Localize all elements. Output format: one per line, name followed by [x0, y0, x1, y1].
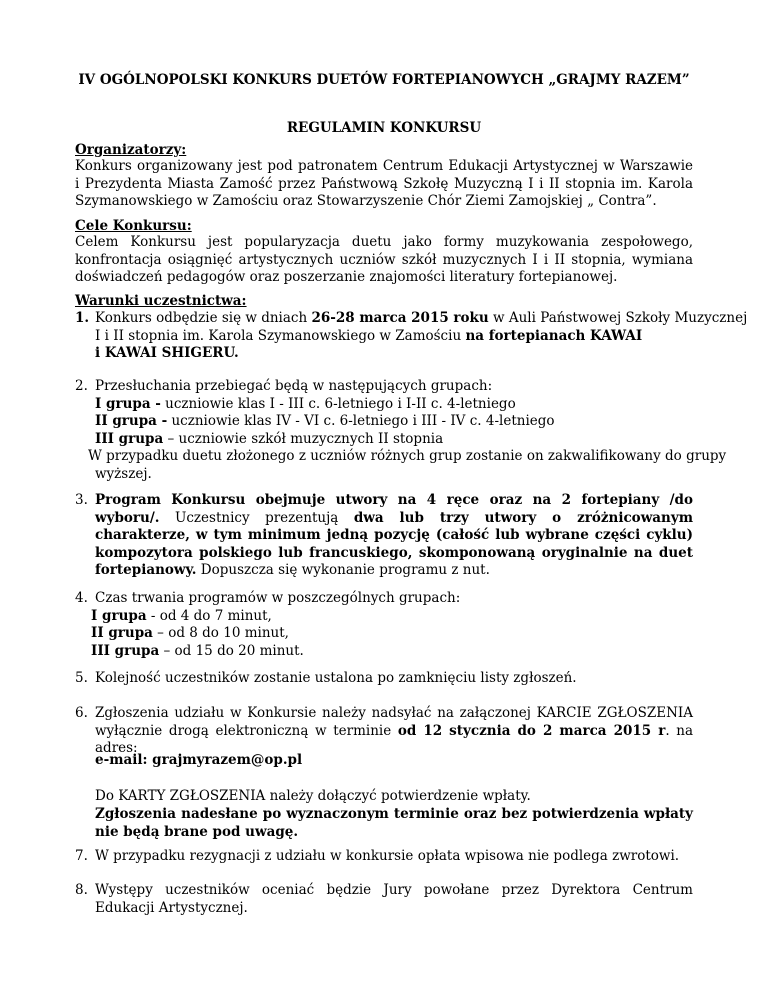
item-number: 2.	[75, 378, 88, 394]
item-number: 3.	[75, 492, 88, 508]
document-subtitle: REGULAMIN KONKURSU	[286, 120, 482, 136]
deadline-warning: Zgłoszenia nadesłane po wyznaczonym terminie oraz bez potwierdzenia wpłaty nie będą brane pod uwagę.	[95, 806, 693, 840]
item-number: 5.	[75, 670, 88, 686]
document-title: IV OGÓLNOPOLSKI KONKURS DUETÓW FORTEPIANOWYCH „GRAJMY RAZEM”	[78, 72, 690, 88]
item-number: 4.	[75, 590, 88, 606]
list-item-2: Przesłuchania przebiegać będą w następujących grupach: I grupa - uczniowie klas I - III c. 6-letniego i I-II c. 4-letniego II grupa - uczniowie klas IV - VI c. 6-letniego i III - IV c. 4-letniego III grupa – uczniowie szkół muzycznych II stopnia W przypadku duetu złożonego z uczniów różnych grup zostanie on zakwalifikowany do grupy wyższej.	[88, 378, 727, 482]
item-number: 7.	[75, 848, 88, 864]
goals-heading: Cele Konkursu:	[75, 218, 192, 234]
contact-email: e-mail: grajmyrazem@op.pl	[95, 752, 303, 768]
list-item-3: Program Konkursu obejmuje utwory na 4 ręce oraz na 2 fortepiany /do wyboru/. Uczestnicy prezentują dwa lub trzy utwory o zróżnicowanym charakterze, w tym minimum jedną pozycję (całość lub wybrane części cyklu) kompozytora polskiego lub francuskiego, skomponowaną oryginalnie na duet fortepianowy. Dopuszcza się wykonanie programu z nut.	[95, 492, 694, 578]
payment-note: Do KARTY ZGŁOSZENIA należy dołączyć potwierdzenie wpłaty.	[95, 788, 531, 804]
conditions-heading: Warunki uczestnictwa:	[75, 293, 247, 309]
list-item-1: Konkurs odbędzie się w dniach 26-28 marca 2015 roku w Auli Państwowej Szkoły Muzycznej I i II stopnia im. Karola Szymanowskiego w Zamościu na fortepianach KAWAI i KAWAI SHIGERU.	[95, 310, 748, 361]
organizers-heading: Organizatorzy:	[75, 142, 187, 158]
list-item-4: Czas trwania programów w poszczególnych grupach: I grupa - od 4 do 7 minut, II grupa – od 8 do 10 minut, III grupa – od 15 do 20 minut.	[91, 590, 461, 659]
organizers-text: Konkurs organizowany jest pod patronatem Centrum Edukacji Artystycznej w Warszawie i Prezydenta Miasta Zamość przez Państwową Szkołę Muzyczną I i II stopnia im. Karola Szymanowskiego w Zamościu oraz Stowarzyszenie Chór Ziemi Zamojskiej „ Contra”.	[75, 158, 693, 209]
goals-text: Celem Konkursu jest popularyzacja duetu jako formy muzykowania zespołowego, konfrontacja osiągnięć artystycznych uczniów szkół muzycznych I i II stopnia, wymiana doświadczeń pedagogów oraz poszerzanie znajomości literatury fortepianowej.	[75, 234, 693, 285]
item-number: 6.	[75, 705, 88, 721]
list-item-8: Występy uczestników oceniać będzie Jury powołane przez Dyrektora Centrum Edukacji Artystycznej.	[95, 882, 693, 916]
list-item-7: W przypadku rezygnacji z udziału w konkursie opłata wpisowa nie podlega zwrotowi.	[95, 848, 680, 864]
item-number: 8.	[75, 882, 88, 898]
item-number: 1.	[75, 310, 90, 326]
list-item-6: Zgłoszenia udziału w Konkursie należy nadsyłać na załączonej KARCIE ZGŁOSZENIA wyłącznie drogą elektroniczną w terminie od 12 stycznia do 2 marca 2015 r. na adres:	[95, 705, 694, 756]
list-item-5: Kolejność uczestników zostanie ustalona po zamknięciu listy zgłoszeń.	[95, 670, 577, 686]
